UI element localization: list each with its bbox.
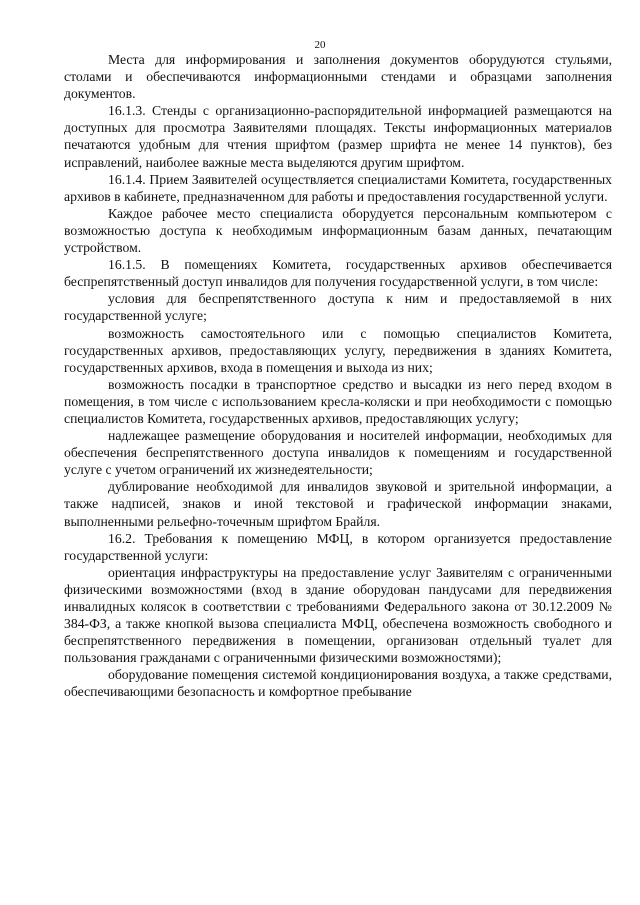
paragraph-16-1-3: 16.1.3. Стенды с организационно-распорядительной информацией размещаются на доступных для просмотра Заявителями площадях. Тексты информационных материалов печатаются удобным для чтения шрифтом (размер шрифта не менее 14 пунктов), без исправлений, наиболее важные места выделяются другим шрифтом. <box>64 103 612 170</box>
paragraph-braille: дублирование необходимой для инвалидов звуковой и зрительной информации, а также надписей, знаков и иной текстовой и графической информации знаками, выполненными рельефно-точечным шрифтом Брайля. <box>64 479 612 529</box>
paragraph-access-conditions: условия для беспрепятственного доступа к ним и предоставляемой в них государственной услуге; <box>64 291 612 324</box>
paragraph-equipment-placement: надлежащее размещение оборудования и носителей информации, необходимых для обеспечения беспрепятственного доступа инвалидов к помещениям и государственной услуге с учетом ограничений их жизнедеятельности; <box>64 428 612 478</box>
paragraph-16-1-4: 16.1.4. Прием Заявителей осуществляется специалистами Комитета, государственных архивов в кабинете, предназначенном для работы и предоставления государственной услуги. <box>64 171 612 204</box>
paragraph-workplace: Каждое рабочее место специалиста оборудуется персональным компьютером с возможностью доступа к необходимым информационным базам данных, печатающим устройством. <box>64 205 612 256</box>
document-body <box>64 51 612 701</box>
paragraph-air-conditioning: оборудование помещения системой кондиционирования воздуха, а также средствами, обеспечивающими безопасность и комфортное пребывание <box>64 667 612 700</box>
paragraph-infrastructure: ориентация инфраструктуры на предоставление услуг Заявителям с ограниченными физическими возможностями (вход в здание оборудован пандусами для передвижения инвалидных колясок в соответствии с требованиями Федерального закона от 30.12.2009 № 384-ФЗ, а также кнопкой вызова специалиста МФЦ, обеспечена возможность свободного и беспрепятственного передвижения в помещении, организован отдельный туалет для пользования гражданами с ограниченными физическими возможностями); <box>64 564 612 666</box>
paragraph-16-2: 16.2. Требования к помещению МФЦ, в котором организуется предоставление государственной услуги: <box>64 530 612 563</box>
paragraph-information-places: Места для информирования и заполнения документов оборудуются стульями, столами и обеспечиваются информационными стендами и образцами заполнения документов. <box>64 52 612 102</box>
paragraph-16-1-5: 16.1.5. В помещениях Комитета, государственных архивов обеспечивается беспрепятственный доступ инвалидов для получения государственной услуги, в том числе: <box>64 257 612 290</box>
paragraph-transport: возможность посадки в транспортное средство и высадки из него перед входом в помещения, в том числе с использованием кресла-коляски и при необходимости с помощью специалистов Комитета, государственных архивов, предоставляющих услугу; <box>64 376 612 426</box>
paragraph-movement: возможность самостоятельного или с помощью специалистов Комитета, государственных архивов, предоставляющих услугу, передвижения в зданиях Комитета, государственных архивов, входа в помещения и выхода из них; <box>64 325 612 375</box>
page-number: 20 <box>314 39 326 51</box>
